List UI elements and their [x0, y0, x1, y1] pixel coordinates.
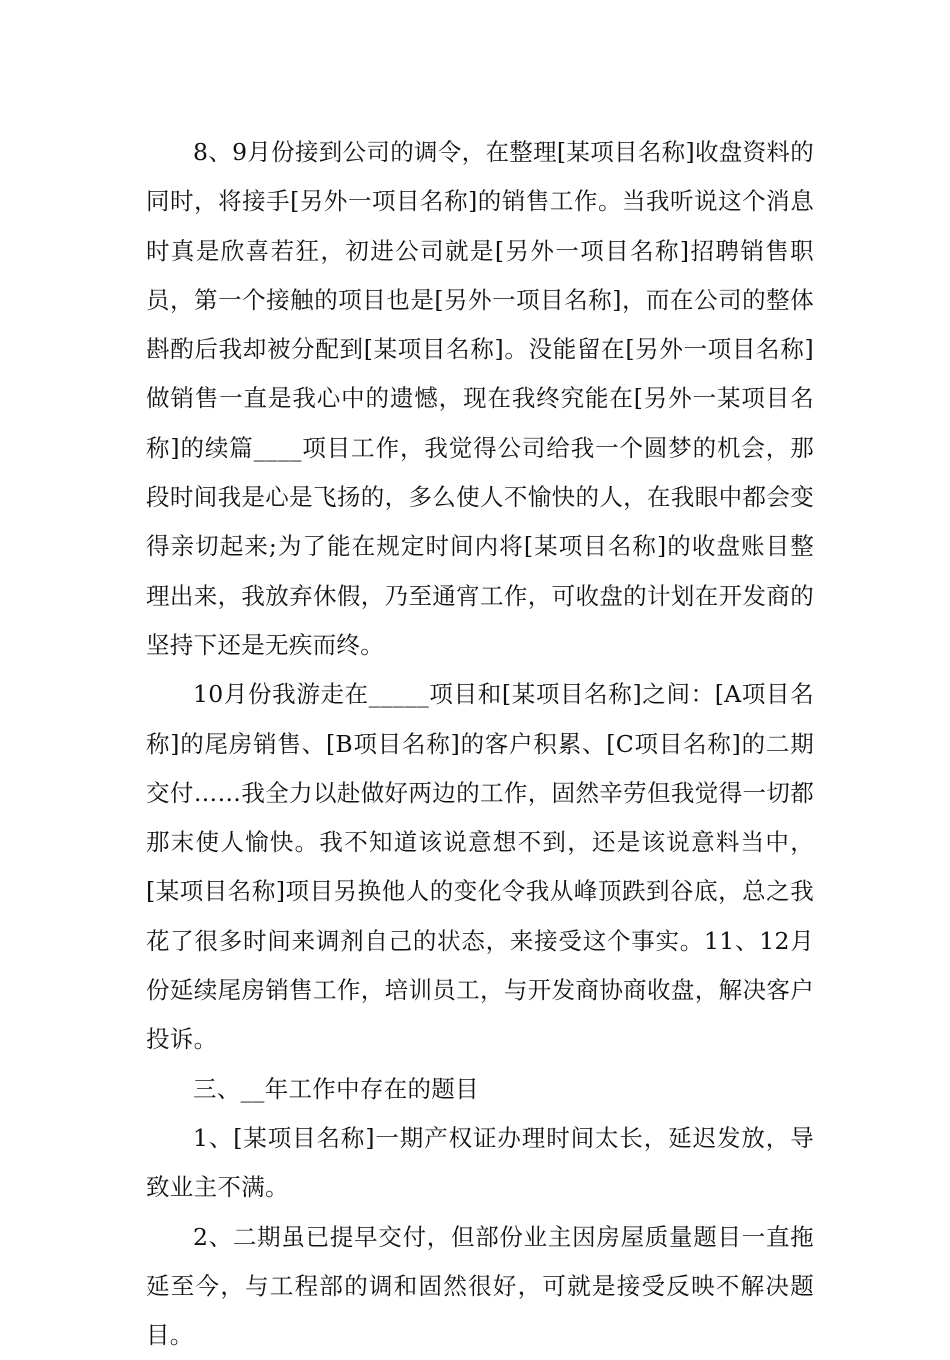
paragraph-september-transfer: 8、9月份接到公司的调令，在整理[某项目名称]收盘资料的同时，将接手[另外一项目名称]的销售工作。当我听说这个消息时真是欣喜若狂，初进公司就是[另外一项目名称]招聘销售职员，第一个接触的项目也是[另外一项目名称]，而在公司的整体斟酌后我却被分配到[某项目名称]。没能留在[另外一项目名称]做销售一直是我心中的遗憾，现在我终究能在[另外一某项目名称]的续篇____项目工作，我觉得公司给我一个圆梦的机会，那段时间我是心是飞扬的，多么使人不愉快的人，在我眼中都会变得亲切起来;为了能在规定时间内将[某项目名称]的收盘账目整理出来，我放弃休假，乃至通宵工作，可收盘的计划在开发商的坚持下还是无疾而终。 [146, 138, 814, 659]
paragraph-problem-1: 1、[某项目名称]一期产权证办理时间太长，延迟发放，导致业主不满。 [146, 1123, 814, 1202]
paragraph-october-work: 10月份我游走在_____项目和[某项目名称]之间：[A项目名称]的尾房销售、[B项目名称]的客户积累、[C项目名称]的二期交付……我全力以赴做好两边的工作，固然辛劳但我觉得一切都那末使人愉快。我不知道该说意想不到，还是该说意料当中，[某项目名称]项目另换他人的变化令我从峰顶跌到谷底，总之我花了很多时间来调剂自己的状态，来接受这个事实。11、12月份延续尾房销售工作，培训员工，与开发商协商收盘，解决客户投诉。 [146, 680, 814, 1054]
document-body [146, 128, 814, 1360]
section-heading-problems: 三、__年工作中存在的题目 [193, 1074, 479, 1103]
paragraph-problem-2: 2、二期虽已提早交付，但部份业主因房屋质量题目一直拖延至今，与工程部的调和固然很好，可就是接受反映不解决题目。 [146, 1222, 814, 1350]
